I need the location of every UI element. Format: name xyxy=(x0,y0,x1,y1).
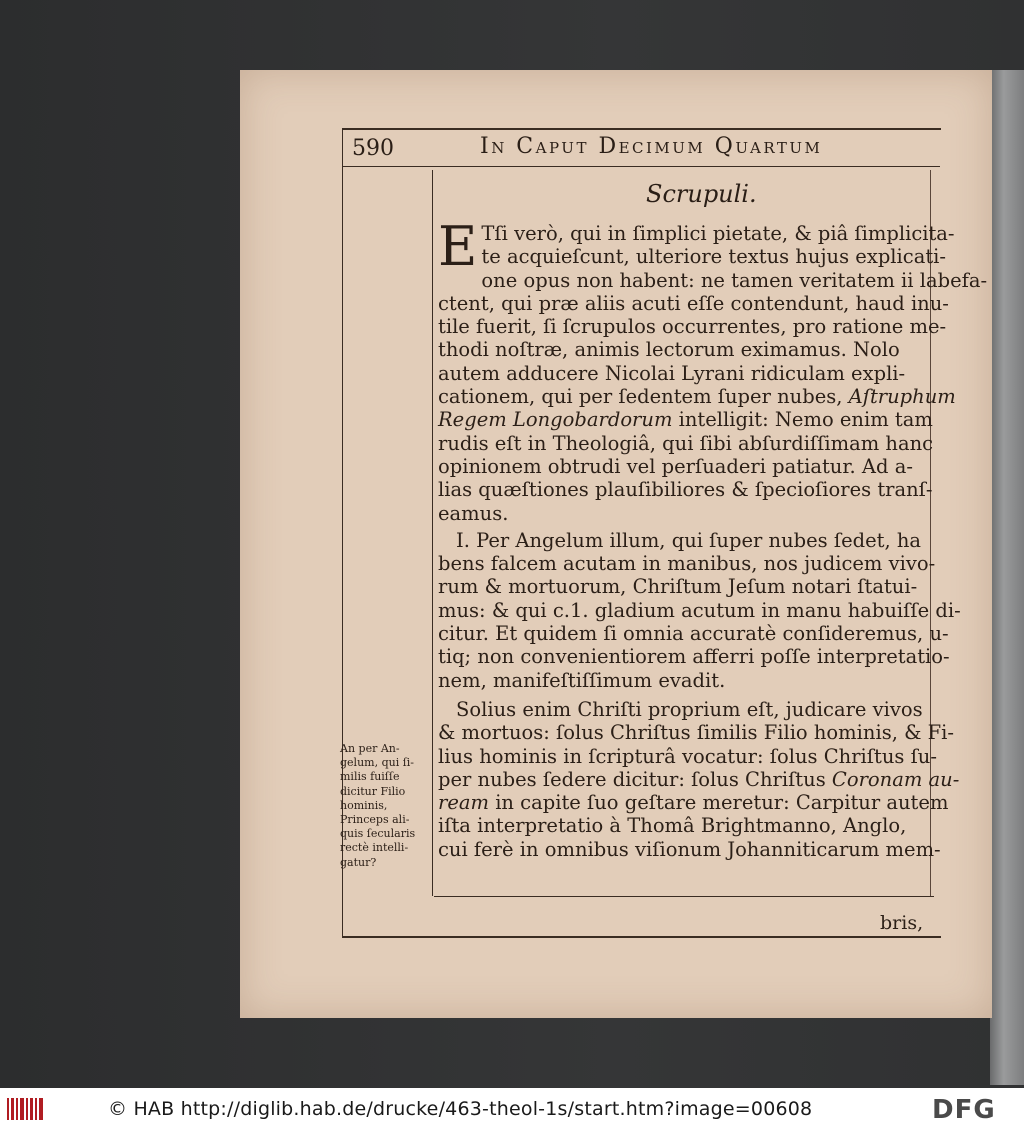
sidenote-line: dicitur Filio xyxy=(340,784,406,798)
copyright-url[interactable]: © HAB http://diglib.hab.de/drucke/463-theol-1s/start.htm?image=00608 xyxy=(108,1098,813,1120)
text-segment: intelligit: Nemo enim tam xyxy=(678,408,933,432)
footer-bar xyxy=(0,1088,1024,1129)
sidenote-line: rectè intelli- xyxy=(340,841,409,855)
section-heading: Scrupuli. xyxy=(646,180,757,208)
text-line: autem adducere Nicolai Lyrani ridiculam expli- xyxy=(438,361,906,385)
sidenote-line: gatur? xyxy=(340,855,377,869)
text-line: nem, manifeſtiſſimum evadit. xyxy=(438,668,726,692)
sidenote-line: quis ſecularis xyxy=(340,827,416,841)
paragraph-2 xyxy=(438,528,961,692)
margin-rule xyxy=(432,170,433,896)
text-line: rum & mortuorum, Chriſtum Jeſum notari ſtatui- xyxy=(438,575,918,599)
catchword: bris, xyxy=(880,912,924,934)
bottom-rule xyxy=(434,896,934,897)
paragraph-3 xyxy=(438,697,960,861)
sidenote-line: gelum, qui ſi- xyxy=(340,756,415,770)
running-head: In Caput Decimum Quartum xyxy=(480,134,823,159)
text-line: Tſi verò, qui in ſimplici pietate, & piâ ſimplicita- xyxy=(481,222,955,245)
page-number: 590 xyxy=(352,136,394,161)
text-segment: in capite ſuo geſtare meretur: Carpitur autem xyxy=(495,791,949,815)
drop-capital: E xyxy=(438,215,478,278)
text-line: tiq; non convenientiorem afferri poſſe interpretatio- xyxy=(438,645,950,669)
header-rule xyxy=(342,166,940,167)
text-line: ctent, qui præ aliis acuti eſſe contendunt, haud inu- xyxy=(438,291,949,315)
text-line: mus: & qui c.1. gladium acutum in manu habuiſſe di- xyxy=(438,598,961,622)
text-segment: cationem, qui per ſedentem ſuper nubes, xyxy=(438,385,843,409)
italic-segment: Regem Longobardorum xyxy=(438,408,673,432)
text-line: lius hominis in ſcripturâ vocatur: ſolus Chriſtus ſu- xyxy=(438,744,937,768)
text-line: citur. Et quidem ſi omnia accuratè conſideremus, u- xyxy=(438,622,949,646)
text-line: lias quæſtiones plauſibiliores & ſpecioſiores tranſ- xyxy=(438,478,933,502)
italic-segment: ream xyxy=(438,791,489,815)
text-line: cui ferè in omnibus viſionum Johanniticarum mem- xyxy=(438,837,941,861)
text-line: bens falcem acutam in manibus, nos judicem vivo- xyxy=(438,552,936,576)
text-line: & mortuos: ſolus Chriſtus ſimilis Filio hominis, & Fi- xyxy=(438,721,955,745)
text-line: tile fuerit, ſi ſcrupulos occurrentes, pro ratione me- xyxy=(438,315,947,339)
dfg-logo: DFG xyxy=(932,1095,996,1125)
text-line: I. Per Angelum illum, qui ſuper nubes ſedet, ha xyxy=(456,528,922,552)
text-line: opinionem obtrudi vel perſuaderi patiatur. Ad a- xyxy=(438,454,913,478)
hab-barcode-logo-icon xyxy=(6,1096,46,1122)
text-line: Solius enim Chriſti proprium eſt, judicare vivos xyxy=(456,697,923,721)
text-line xyxy=(438,767,960,791)
italic-segment: Aſtruphum xyxy=(848,385,956,409)
adjacent-page-edge xyxy=(990,70,1024,1085)
sidenote-line: hominis, xyxy=(340,798,388,812)
sidenote-line: Princeps ali- xyxy=(340,813,410,827)
text-line: rudis eſt in Theologiâ, qui ſibi abſurdiſſimam hanc xyxy=(438,431,934,455)
text-line: eamus. xyxy=(438,501,509,525)
body-text xyxy=(438,215,988,861)
italic-segment: Coronam au- xyxy=(831,767,960,791)
text-segment: per nubes ſedere dicitur: ſolus Chriſtus xyxy=(438,767,826,791)
paragraph-1 xyxy=(438,215,988,525)
text-line xyxy=(438,408,932,431)
text-line xyxy=(438,791,949,815)
marginal-note xyxy=(340,742,430,870)
sidenote-line: milis fuiſſe xyxy=(340,770,400,784)
text-line: iſta interpretatio à Thomâ Brightmanno, Anglo, xyxy=(438,814,907,838)
text-line: te acquieſcunt, ulteriore textus hujus explicati- xyxy=(481,245,946,269)
text-line xyxy=(438,385,956,409)
text-line: one opus non habent: ne tamen veritatem ii labefa- xyxy=(481,268,988,292)
text-line: thodi noſtræ, animis lectorum eximamus. Nolo xyxy=(438,338,900,362)
sidenote-line: An per An- xyxy=(340,742,400,755)
